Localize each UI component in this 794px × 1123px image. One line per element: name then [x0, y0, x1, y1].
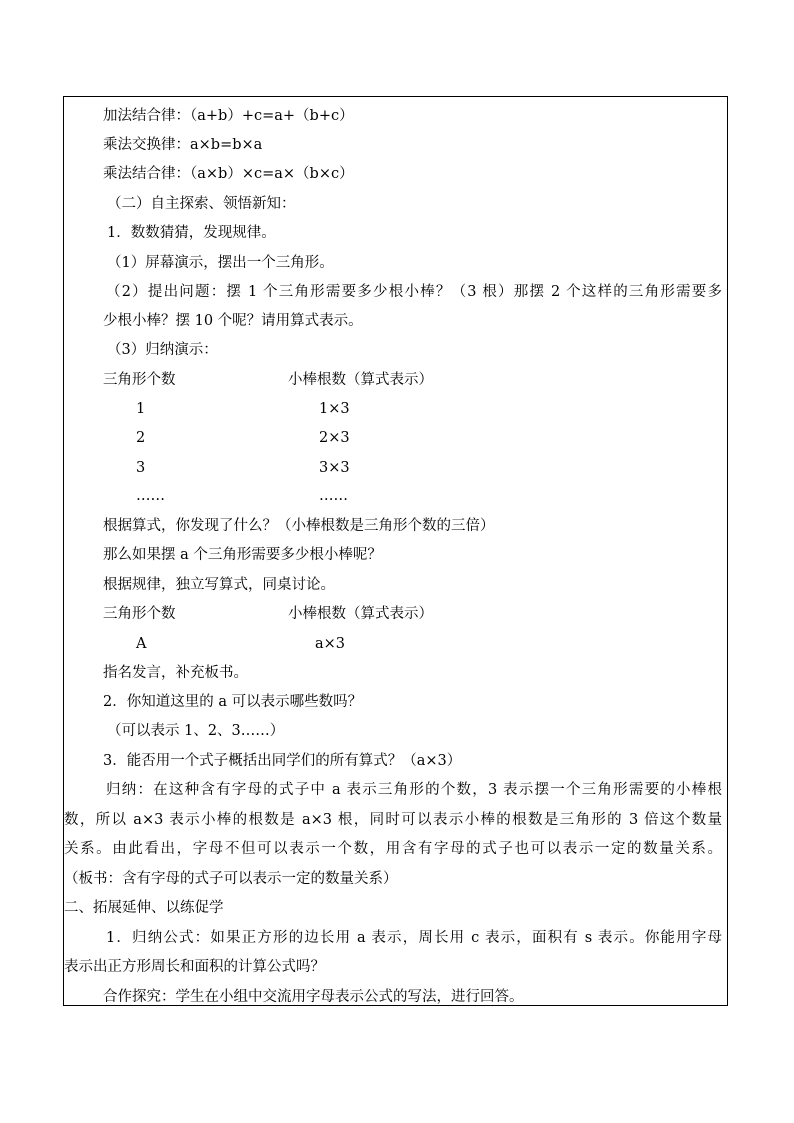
table1-row-count: 1: [136, 401, 146, 417]
law-multiplication-commutative: 乘法交换律：a×b=b×a: [103, 137, 263, 153]
table1-row-sticks: 1×3: [319, 401, 350, 417]
step1-title: 1．数数猜猜，发现规律。: [107, 225, 276, 241]
table1-row-sticks: 3×3: [319, 460, 350, 476]
table1-row-count: 3: [136, 460, 146, 476]
formula-line2: 表示出正方形周长和面积的计算公式吗？: [64, 959, 325, 975]
question-a-triangles: 那么如果摆 a 个三角形需要多少根小棒呢？: [103, 547, 382, 563]
table1-row-count: 2: [136, 430, 146, 446]
law-addition-associative: 加法结合律：（a+b）+c=a+（b+c）: [103, 108, 354, 124]
table1-header-sticks: 小棒根数（算式表示）: [288, 372, 433, 388]
table1-row-sticks: ……: [319, 488, 348, 504]
board-note: （板书：含有字母的式子可以表示一定的数量关系）: [64, 871, 398, 887]
discovery-question: 根据算式，你发现了什么？（小棒根数是三角形个数的三倍）: [103, 518, 495, 534]
step1-demo: （1）屏幕演示，摆出一个三角形。: [107, 255, 334, 271]
summary-line2: 数，所以 a×3 表示小棒的根数是 a×3 根，同时可以表示小棒的根数是三角形的 3 倍这个数量: [64, 812, 722, 828]
table2-row-sticks: a×3: [315, 636, 346, 652]
step3-title: 3．能否用一个式子概括出同学们的所有算式？（a×3）: [103, 753, 462, 769]
table2-row-count: A: [136, 636, 147, 652]
summary-line3: 关系。由此看出，字母不但可以表示一个数，用含有字母的式子也可以表示一定的数量关系。: [64, 841, 722, 857]
step1-question-line2: 少根小棒？摆 10 个呢？请用算式表示。: [103, 313, 363, 329]
step1-summary-heading: （3）归纳演示：: [107, 342, 218, 358]
table2-header-count: 三角形个数: [103, 606, 176, 622]
table1-row-count: ……: [136, 488, 165, 504]
summary-line1: 归纳：在这种含有字母的式子中 a 表示三角形的个数，3 表示摆一个三角形需要的小棒根: [106, 782, 722, 798]
step1-question-line1: （2）提出问题：摆 1 个三角形需要多少根小棒？（3 根）那摆 2 个这样的三角形需要多: [106, 284, 722, 300]
table1-header-count: 三角形个数: [103, 372, 176, 388]
speak-note: 指名发言，补充板书。: [103, 665, 248, 681]
cooperate-note: 合作探究：学生在小组中交流用字母表示公式的写法，进行回答。: [103, 989, 524, 1005]
section-two-heading: 二、拓展延伸、以练促学: [64, 900, 224, 916]
formula-line1: 1．归纳公式：如果正方形的边长用 a 表示，周长用 c 表示，面积有 s 表示。你能用字母: [106, 930, 722, 946]
section-explore-heading: （二）自主探索、领悟新知：: [107, 196, 296, 212]
law-multiplication-associative: 乘法结合律：（a×b）×c=a×（b×c）: [103, 166, 354, 182]
table2-header-sticks: 小棒根数（算式表示）: [288, 606, 433, 622]
step2-title: 2．你知道这里的 a 可以表示哪些数吗？: [103, 694, 363, 710]
independent-work: 根据规律，独立写算式，同桌讨论。: [103, 577, 335, 593]
step2-answer: （可以表示 1、2、3……）: [107, 723, 285, 739]
table1-row-sticks: 2×3: [319, 430, 350, 446]
